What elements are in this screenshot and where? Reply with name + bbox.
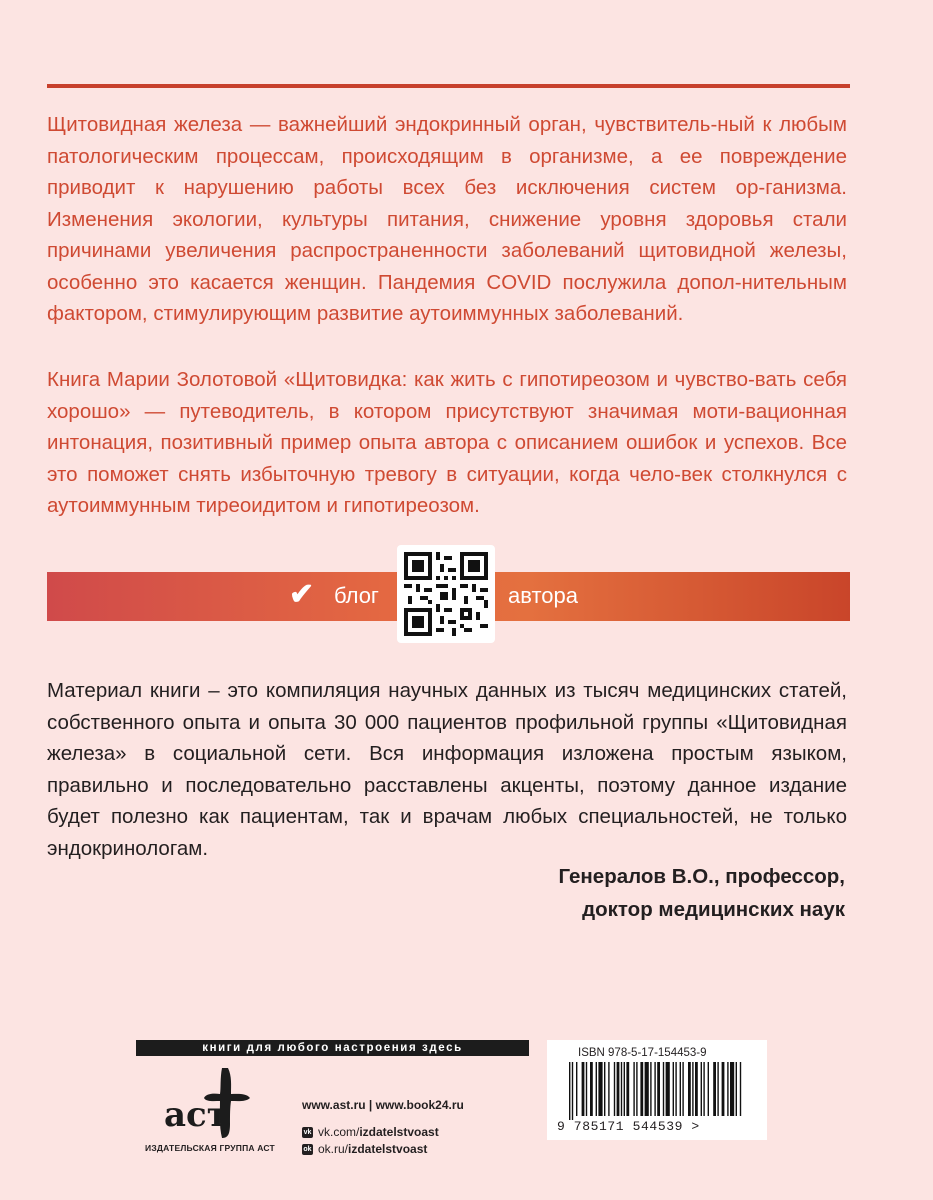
- barcode-bar: [596, 1062, 597, 1116]
- barcode-bar: [740, 1062, 741, 1116]
- barcode-bar: [582, 1062, 585, 1116]
- barcode-bar: [626, 1062, 629, 1116]
- barcode-bar: [650, 1062, 651, 1116]
- barcode-bar: [624, 1062, 625, 1116]
- vk-link[interactable]: [302, 1124, 439, 1140]
- ast-logo-icon: [160, 1064, 260, 1142]
- vk-icon-glyph: vk: [303, 1128, 312, 1136]
- barcode-bar: [736, 1062, 737, 1116]
- ok-prefix: ok.ru/: [318, 1142, 349, 1156]
- top-divider-rule: [47, 84, 850, 88]
- ok-link[interactable]: [302, 1141, 427, 1157]
- barcode-bar: [688, 1062, 691, 1116]
- barcode-bar: [673, 1062, 674, 1116]
- barcode-bar: [695, 1062, 698, 1116]
- barcode-bar: [572, 1062, 573, 1120]
- ok-icon-glyph: ok: [303, 1145, 312, 1153]
- barcode-bar: [708, 1062, 709, 1116]
- checkmark-icon: ✔: [289, 578, 315, 611]
- barcode-bar: [640, 1062, 643, 1116]
- barcode-bar: [569, 1062, 570, 1120]
- barcode-bar: [633, 1062, 634, 1116]
- barcode-bar: [586, 1062, 587, 1116]
- qr-code[interactable]: [397, 545, 495, 643]
- review-paragraph: Материал книги – это компиляция научных данных из тысяч медицинских статей, собственного опыта и опыта 30 000 пациентов профильной группы «Щитовидная железа» в социальной сети. Вся информация изложена простым языком, правильно и последовательно расставлены акценты, поэтому данное издание будет полезно как пациентам, так и врачам любых специальностей, не только эндокринологам.: [47, 679, 847, 860]
- ok-handle: izdatelstvoast: [348, 1142, 428, 1156]
- ast-logo-text: аст: [164, 1095, 228, 1135]
- ok-icon: [302, 1144, 313, 1155]
- barcode-bar: [703, 1062, 704, 1116]
- barcode-bar: [598, 1062, 602, 1116]
- barcode-bar: [617, 1062, 620, 1116]
- barcode-bar: [675, 1062, 676, 1116]
- barcode-panel: [547, 1040, 767, 1140]
- barcode-bar: [636, 1062, 637, 1116]
- qr-code-icon: [404, 552, 488, 636]
- barcode-bar: [663, 1062, 664, 1116]
- barcode-bar: [654, 1062, 655, 1116]
- reviewer-signature: [558, 860, 845, 926]
- barcode-bar: [730, 1062, 734, 1116]
- barcode-bar: [727, 1062, 728, 1116]
- barcode-bar: [680, 1062, 681, 1116]
- vk-prefix: vk.com/: [318, 1125, 360, 1139]
- barcode-bar: [645, 1062, 649, 1116]
- vk-handle: izdatelstvoast: [359, 1125, 439, 1139]
- vk-icon: [302, 1127, 313, 1138]
- barcode-bar: [682, 1062, 683, 1116]
- site-links[interactable]: www.ast.ru | www.book24.ru: [302, 1098, 464, 1112]
- slogan-text: книги для любого настроения здесь: [202, 1042, 463, 1054]
- blog-label: блог: [334, 583, 379, 608]
- barcode-bar: [621, 1062, 622, 1116]
- barcode-bar: [608, 1062, 609, 1116]
- isbn-text: ISBN 978-5-17-154453-9: [578, 1047, 707, 1059]
- barcode-bar: [722, 1062, 725, 1116]
- barcode-icon: [569, 1062, 745, 1120]
- barcode-bar: [717, 1062, 718, 1116]
- barcode-bar: [713, 1062, 716, 1116]
- reviewer-name: Генералов В.О., профессор,: [558, 865, 845, 888]
- barcode-bar: [701, 1062, 702, 1116]
- barcode-bar: [604, 1062, 605, 1116]
- publisher-caption: ИЗДАТЕЛЬСКАЯ ГРУППА АСТ: [145, 1143, 275, 1153]
- barcode-bar: [657, 1062, 660, 1116]
- barcode-bar: [692, 1062, 693, 1116]
- barcode-digits: 9 785171 544539 >: [557, 1119, 700, 1134]
- reviewer-title: доктор медицинских наук: [582, 898, 845, 921]
- slogan-bar: [136, 1040, 529, 1056]
- barcode-bar: [614, 1062, 615, 1116]
- book-description-paragraph: Книга Марии Золотовой «Щитовидка: как жить с гипотиреозом и чувство-вать себя хорошо» — путеводитель, в котором присутствуют значимая моти-вационная интонация, позитивный пример опыта автора с описанием ошибок и успехов. Все это поможет снять избыточную тревогу в ситуации, когда чело-век столкнулся с аутоиммунным тиреоидитом и гипотиреозом.: [47, 368, 847, 517]
- barcode-bar: [666, 1062, 670, 1116]
- barcode-bar: [576, 1062, 577, 1116]
- author-label: автора: [508, 583, 578, 608]
- intro-paragraph: Щитовидная железа — важнейший эндокринный орган, чувствитель-ный к любым патологическим процессам, происходящим в организме, а ее повреждение приводит к нарушению работы всех без исключения систем ор-ганизма. Изменения экологии, культуры питания, снижение уровня здоровья стали причинами увеличения распространенности заболеваний щитовидной железы, особенно это касается женщин. Пандемия COVID послужила допол-нительным фактором, стимулирующим развитие аутоиммунных заболеваний.: [47, 113, 847, 325]
- barcode-bar: [590, 1062, 593, 1116]
